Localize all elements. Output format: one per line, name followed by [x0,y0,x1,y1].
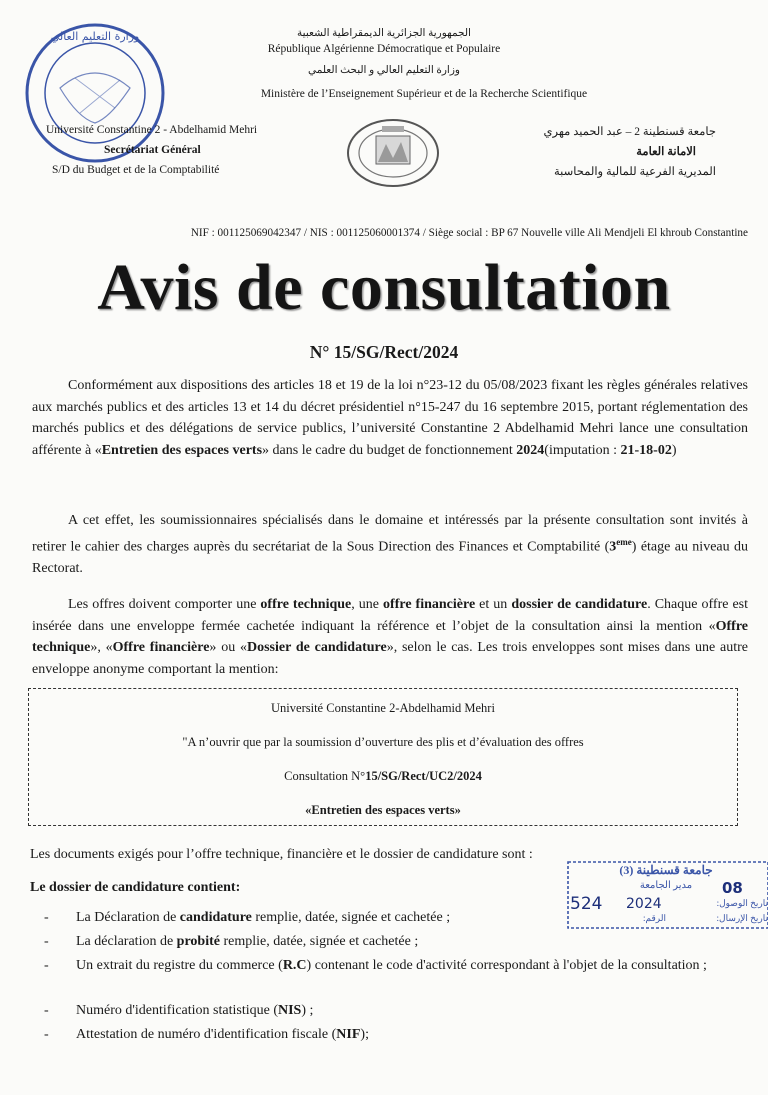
stamp-director: مدير الجامعة [639,880,693,891]
stamp-label-sent: تاريخ الإرسال: [716,913,768,923]
stamp-university: جامعة قسنطينة (3) [619,863,713,877]
ids-line: NIF : 001125069042347 / NIS : 001125060001374 / Siège social : BP 67 Nouvelle ville Ali Mendjeli El khroub Constantine [190,227,748,239]
reference-number: N° 15/SG/Rect/2024 [309,342,459,362]
envelope-mention-box [28,688,738,826]
header-right-subdirection: المديرية الفرعية للمالية والمحاسبة [554,166,716,178]
reception-stamp [566,860,768,930]
stamp-handwritten-date: 2024 [626,896,662,912]
envelope-university: Université Constantine 2-Abdelhamid Mehri [271,701,495,715]
stamp-handwritten-number: 524 [570,894,603,914]
list-item: - La déclaration de probité remplie, datée, signée et cachetée ; [44,934,419,949]
header-right-university: جامعة قسنطينة 2 – عبد الحميد مهري [543,126,716,138]
university-logo [346,118,440,188]
header-fr-ministry: Ministère de l’Enseignement Supérieur et de la Recherche Scientifique [260,88,588,100]
list-item: - Un extrait du registre du commerce (R.C) contenant le code d'activité correspondant à l'objet de la consultation ; [44,958,707,973]
header-left-university: Université Constantine 2 - Abdelhamid Mehri [46,124,258,136]
paragraph-withdraw-specs: A cet effet, les soumissionnaires spécialisés dans le domaine et intéressés par la présente consultation sont invités à retirer le cahier des charges auprès du secrétariat de la Sous Direction des Finances et Comptabilité (3eme) étage au niveau du Rectorat. [32,513,748,576]
stamp-label-number: الرقم: [642,913,666,923]
header-fr-republic: République Algérienne Démocratique et Populaire [267,43,501,55]
envelope-consultation: Consultation N°15/SG/Rect/UC2/2024 [284,769,482,783]
list-item: - Attestation de numéro d'identification fiscale (NIF); [44,1027,369,1042]
paragraph-offers: Les offres doivent comporter une offre technique, une offre financière et un dossier de candidature. Chaque offre est insérée dans une enveloppe fermée cachetée indiquant la référence et l’objet de la consultation ainsi la mention «Offre technique», «Offre financière» ou «Dossier de candidature», selon le cas. Les trois enveloppes sont mises dans une autre enveloppe anonyme comportant la mention: [32,597,749,677]
list-item: - La Déclaration de candidature remplie, datée, signée et cachetée ; [44,910,451,925]
header-right-secretariat: الامانة العامة [636,146,696,158]
header-ar-ministry: وزارة التعليم العالي و البحث العلمي [308,65,460,76]
envelope-subject: «Entretien des espaces verts» [305,803,461,817]
list-item: - Numéro d'identification statistique (NIS) ; [44,1003,314,1018]
paragraph-legal-basis: Conformément aux dispositions des articles 18 et 19 de la loi n°23-12 du 05/08/2023 fixant les règles générales relatives aux marchés publics et des articles 13 et 14 du décret présidentiel n°15-247 du 16 septembre 2015, portant réglementation des marchés publics et des délégations de service publics, l’université Constantine 2 Abdelhamid Mehri lance une consultation afférente à «Entretien des espaces verts» dans le cadre du budget de fonctionnement 2024(imputation : 21-18-02) [32,378,748,458]
stamp-left-text: وزارة التعليم العالي [50,30,140,43]
header-left-secretariat: Secrétariat Général [104,144,201,156]
stamp-label-received: تاريخ الوصول: [716,898,768,908]
header-left-subdirection: S/D du Budget et de la Comptabilité [52,164,220,176]
documents-intro: Les documents exigés pour l’offre technique, financière et le dossier de candidature sont : [30,847,533,862]
header-ar-republic: الجمهورية الجزائرية الديمقراطية الشعبية [297,28,471,39]
stamp-handwritten-day: 08 [722,879,743,897]
page-title: Avis de consultation [97,251,671,324]
dossier-title: Le dossier de candidature contient: [30,880,241,895]
envelope-do-not-open: "A n’ouvrir que par la soumission d’ouverture des plis et d’évaluation des offres [182,735,584,749]
